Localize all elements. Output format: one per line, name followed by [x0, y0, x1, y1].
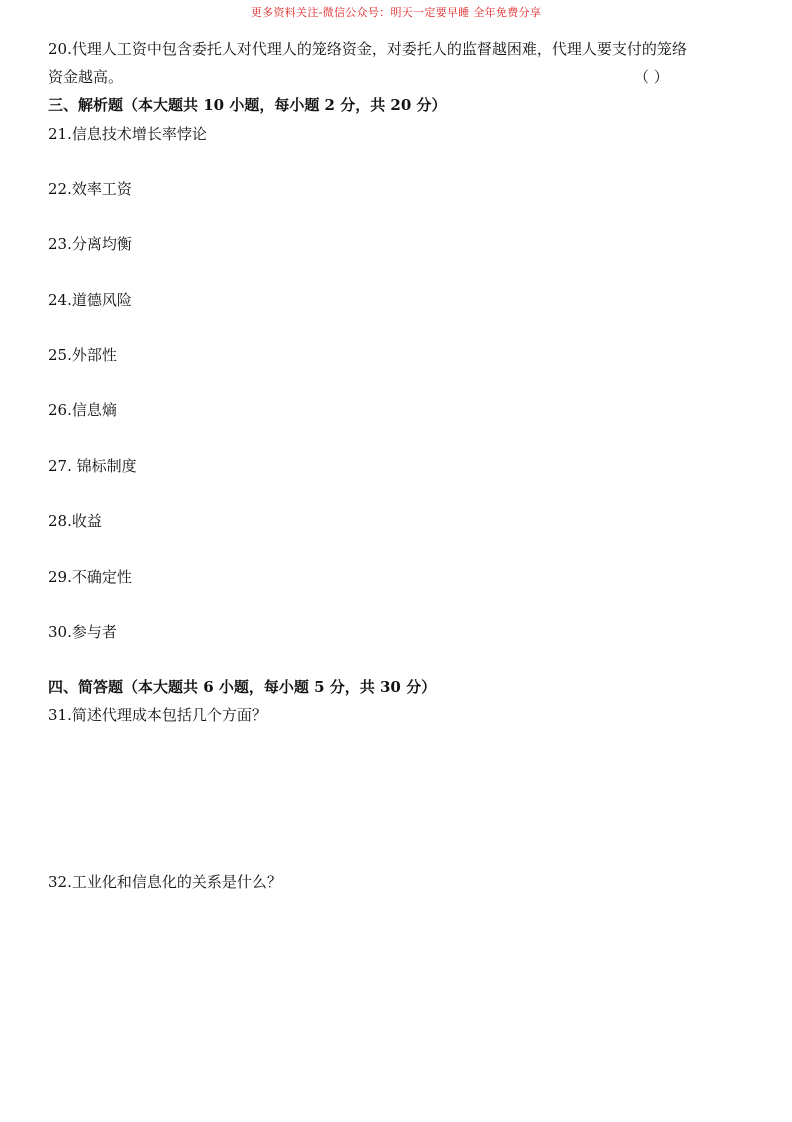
question-25: 25.外部性	[48, 346, 117, 364]
question-29: 29.不确定性	[48, 568, 132, 586]
question-32: 32.工业化和信息化的关系是什么？	[48, 873, 282, 891]
question-24: 24.道德风险	[48, 291, 132, 309]
section-4-title: 四、简答题（本大题共 6 小题，每小题 5 分，共 30 分）	[48, 678, 437, 696]
question-26: 26.信息熵	[48, 401, 117, 419]
question-20-line-2: 资金越高。	[48, 68, 124, 86]
question-28: 28.收益	[48, 512, 102, 530]
answer-blank: （ ）	[634, 68, 669, 86]
question-21: 21.信息技术增长率悖论	[48, 125, 207, 143]
watermark-banner: 更多资料关注-微信公众号：明天一定要早睡 全年免费分享	[250, 6, 542, 19]
section-3-title: 三、解析题（本大题共 10 小题，每小题 2 分，共 20 分）	[48, 96, 447, 114]
question-23: 23.分离均衡	[48, 235, 132, 253]
question-27: 27. 锦标制度	[48, 457, 137, 475]
question-20-line-1: 20.代理人工资中包含委托人对代理人的笼络资金，对委托人的监督越困难，代理人要支付的笼络	[48, 40, 687, 58]
question-31: 31.简述代理成本包括几个方面？	[48, 706, 267, 724]
question-30: 30.参与者	[48, 623, 117, 641]
question-22: 22.效率工资	[48, 180, 132, 198]
